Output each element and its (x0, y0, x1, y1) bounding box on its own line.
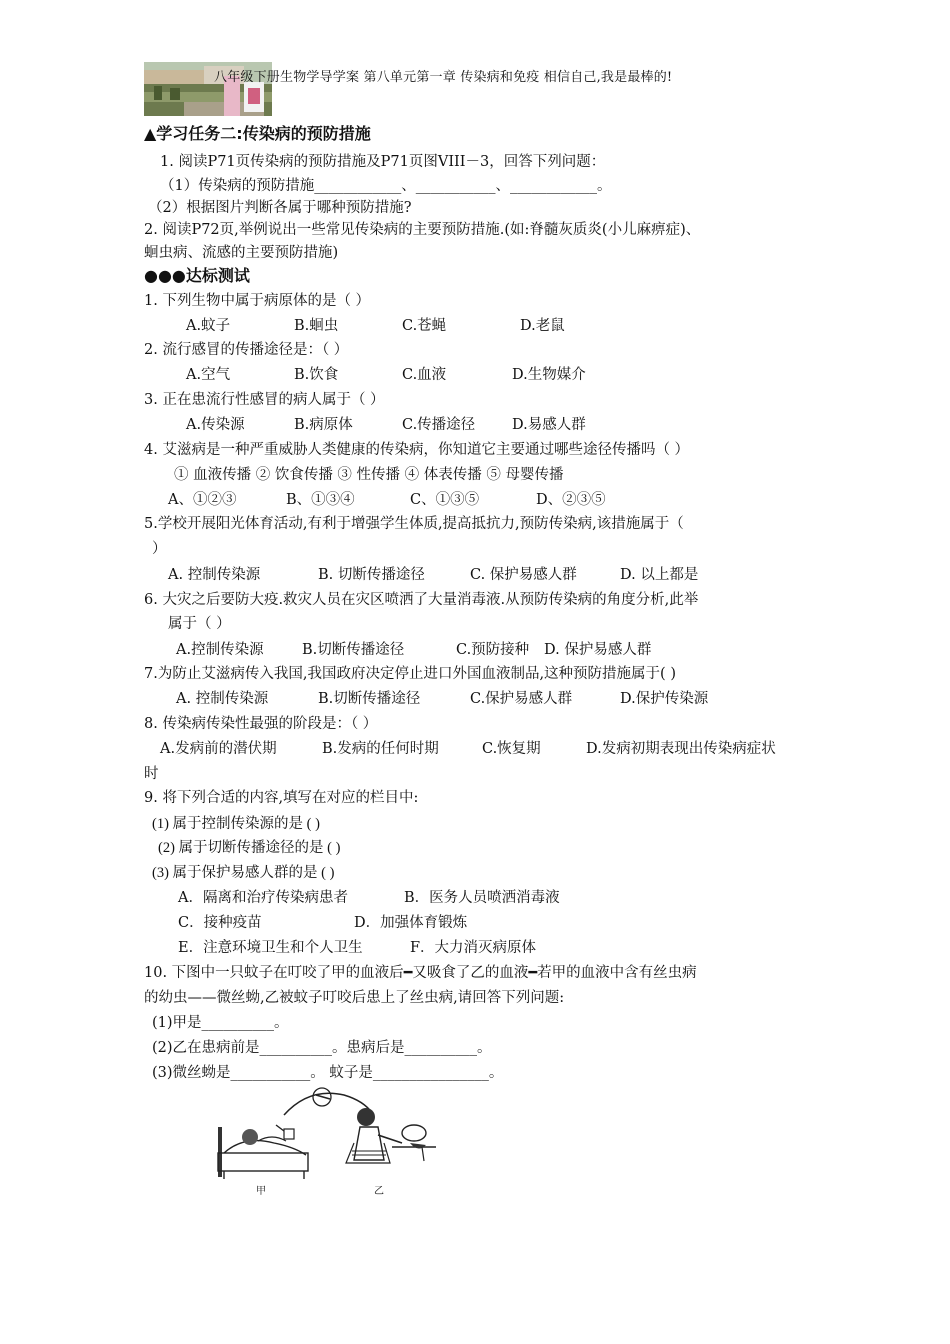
q9-option-a: A．隔离和治疗传染病患者 (178, 890, 348, 906)
q4-option-c: C、①③⑤ (410, 492, 480, 508)
q1-stem: 1. 下列生物中属于病原体的是（ ） (144, 293, 371, 309)
q3-option-c: C.传播途径 (402, 417, 476, 433)
q6-option-b: B.切断传播途径 (302, 642, 405, 658)
task2-q1-sub2: （2）根据图片判断各属于哪种预防措施? (148, 200, 412, 216)
q10-sub1: (1)甲是__________。 (152, 1015, 289, 1031)
q9-stem: 9. 将下列合适的内容,填写在对应的栏目中: (144, 790, 419, 806)
q3-option-a: A.传染源 (186, 417, 245, 433)
q8-option-d: D.发病初期表现出传染病症状 (586, 741, 776, 757)
q7-option-a: A. 控制传染源 (176, 691, 269, 707)
q2-option-c: C.血液 (402, 367, 447, 383)
q9-option-c: C．接种疫苗 (178, 915, 262, 931)
task2-q1-blanks: （1）传染病的预防措施____________、___________、____________。 (160, 178, 612, 194)
q8-option-b: B.发病的任何时期 (322, 741, 439, 757)
q9-sub1: (1) 属于控制传染源的是 ( ) (152, 816, 320, 832)
q5-option-d: D. 以上都是 (620, 567, 699, 583)
q9-sub3: (3) 属于保护易感人群的是 ( ) (152, 865, 335, 881)
q3-stem: 3. 正在患流行性感冒的病人属于（ ） (144, 392, 385, 408)
q10-stem-line2: 的幼虫——微丝蚴,乙被蚊子叮咬后患上了丝虫病,请回答下列问题: (144, 990, 565, 1006)
q9-option-b: B．医务人员喷洒消毒液 (404, 890, 560, 906)
q8-option-c: C.恢复期 (482, 741, 541, 757)
q4-option-a: A、①②③ (168, 492, 237, 508)
q5-option-b: B. 切断传播途径 (318, 567, 425, 583)
q5-option-c: C. 保护易感人群 (470, 567, 577, 583)
q2-option-a: A.空气 (186, 367, 231, 383)
q9-option-d: D．加强体育锻炼 (354, 915, 468, 931)
q5-option-a: A. 控制传染源 (168, 567, 261, 583)
q9-sub2: (2) 属于切断传播途径的是 ( ) (158, 840, 341, 856)
q2-stem: 2. 流行感冒的传播途径是：（ ） (144, 342, 349, 358)
q8-option-a: A.发病前的潜伏期 (160, 741, 277, 757)
q2-option-d: D.生物媒介 (512, 367, 586, 383)
task2-q2-line1: 2. 阅读P72页,举例说出一些常见传染病的主要预防措施.(如:脊髓灰质炎(小儿麻痹症)、 (144, 222, 701, 238)
q1-option-b: B.蛔虫 (294, 318, 339, 334)
q3-option-b: B.病原体 (294, 417, 353, 433)
q8-tail: 时 (144, 766, 159, 782)
q6-option-d: D. 保护易感人群 (544, 642, 652, 658)
q4-stem: 4. 艾滋病是一种严重威胁人类健康的传染病，你知道它主要通过哪些途径传播吗（ ） (144, 442, 690, 458)
q8-stem: 8. 传染病传染性最强的阶段是：（ ） (144, 716, 378, 732)
q10-sub3: (3)微丝蚴是___________。 蚊子是________________。 (152, 1065, 504, 1081)
q6-option-c: C.预防接种 (456, 642, 530, 658)
q10-stem-line1: 10. 下图中一只蚊子在叮咬了甲的血液后━又吸食了乙的血液━若甲的血液中含有丝虫病 (144, 965, 697, 981)
q7-option-d: D.保护传染源 (620, 691, 709, 707)
q4-items: ① 血液传播 ② 饮食传播 ③ 性传播 ④ 体表传播 ⑤ 母婴传播 (174, 467, 564, 483)
q10-sub2: (2)乙在患病前是__________。患病后是__________。 (152, 1040, 492, 1056)
q7-option-c: C.保护易感人群 (470, 691, 573, 707)
q7-option-b: B.切断传播途径 (318, 691, 421, 707)
q4-option-b: B、①③④ (286, 492, 355, 508)
illustration-label-jia: 甲 (256, 1186, 266, 1197)
task2-q1: 1. 阅读P71页传染病的预防措施及P71页图VIII－3，回答下列问题： (160, 154, 606, 170)
q7-stem: 7.为防止艾滋病传入我国,我国政府决定停止进口外国血液制品,这种预防措施属于( ) (144, 666, 676, 682)
q9-option-e: E．注意环境卫生和个人卫生 (178, 940, 363, 956)
q5-stem-line2: ） (152, 541, 167, 557)
header-title: 八年级下册生物学导学案 第八单元第一章 传染病和免疫 相信自己,我是最棒的! (214, 70, 673, 85)
q1-option-c: C.苍蝇 (402, 318, 447, 334)
task2-q2-line2: 蛔虫病、流感的主要预防措施) (144, 245, 339, 261)
task2-title: ▲学习任务二:传染病的预防措施 (144, 124, 371, 143)
q6-option-a: A.控制传染源 (176, 642, 264, 658)
q3-option-d: D.易感人群 (512, 417, 586, 433)
illustration-label-yi: 乙 (374, 1186, 384, 1197)
mosquito-transmission-illustration (214, 1085, 444, 1200)
q6-stem-line2: 属于（ ） (168, 616, 231, 632)
q9-option-f: F．大力消灭病原体 (410, 940, 537, 956)
q4-option-d: D、②③⑤ (536, 492, 606, 508)
q5-stem-line1: 5.学校开展阳光体育活动,有利于增强学生体质,提高抵抗力,预防传染病,该措施属于（ (144, 516, 684, 532)
q2-option-b: B.饮食 (294, 367, 339, 383)
q1-option-a: A.蚊子 (186, 318, 231, 334)
q1-option-d: D.老鼠 (520, 318, 565, 334)
q6-stem-line1: 6. 大灾之后要防大疫.救灾人员在灾区喷洒了大量消毒液.从预防传染病的角度分析,此举 (144, 592, 699, 608)
test-title: ●●●达标测试 (144, 266, 250, 285)
